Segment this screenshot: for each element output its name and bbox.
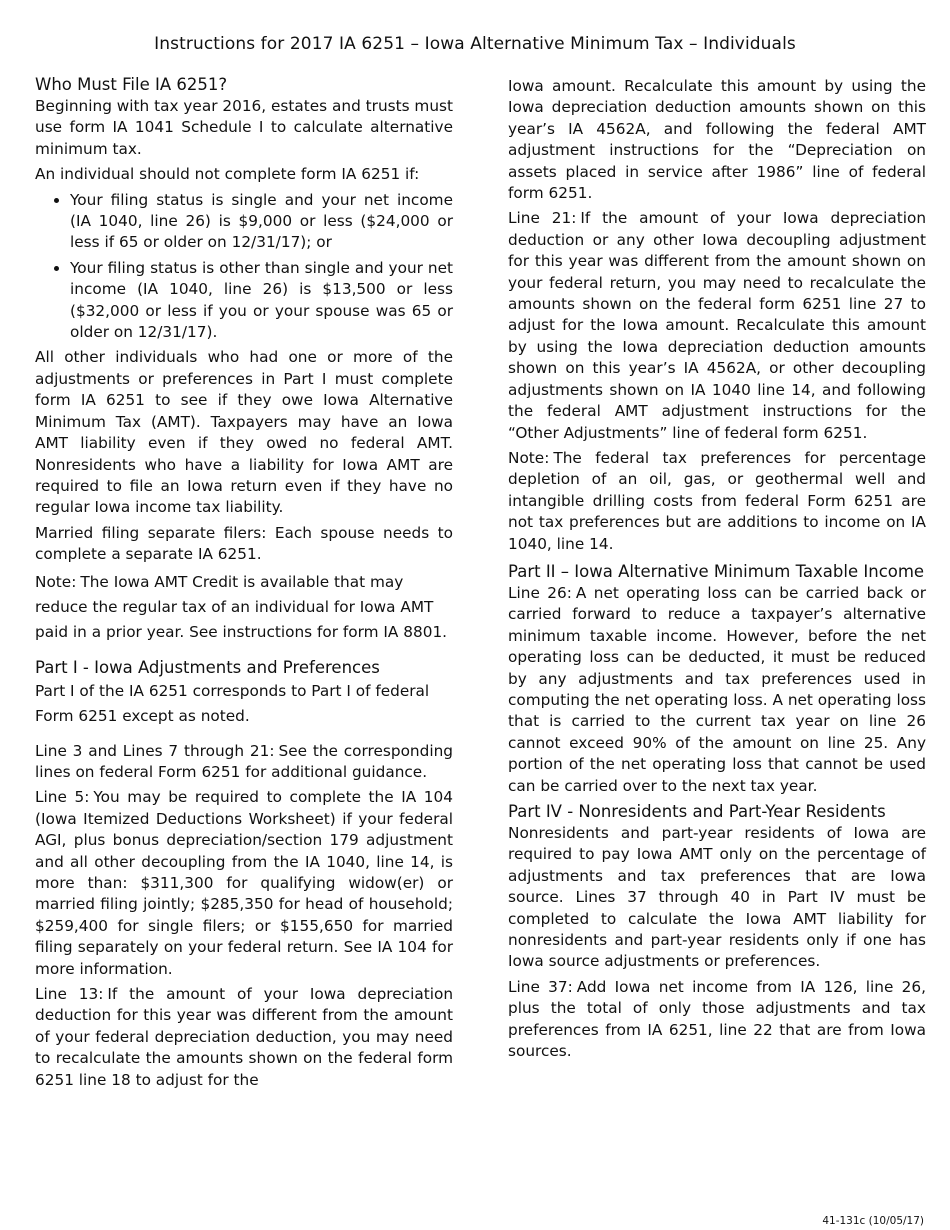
line21-label: Line 21: (508, 209, 577, 228)
right-column (508, 76, 926, 1066)
part1-paragraph: Part I of the IA 6251 corresponds to Part I of federal Form 6251 except as noted. (35, 681, 430, 725)
left-column (35, 74, 453, 1095)
line3-paragraph (35, 741, 453, 784)
who-must-file-heading: Who Must File IA 6251? (35, 75, 228, 94)
estates-paragraph: Beginning with tax year 2016, estates and trusts must use form IA 1041 Schedule I to calculate alternative minimum tax. (35, 97, 453, 158)
line26-label: Line 26: (508, 583, 572, 602)
note-text: The Iowa AMT Credit is available that may reduce the regular tax of an individual for Iowa AMT paid in a prior year. See instructions for form IA 8801. (35, 572, 448, 641)
not-complete-paragraph: An individual should not complete form IA 6251 if: (35, 165, 420, 184)
line26-text: A net operating loss can be carried back or carried forward to reduce a taxpayer’s alternative minimum taxable income. However, before the net operating loss can be deducted, it must be reduced by any adjustments and tax preferences used in computing the net operating loss. A net operating loss that is carried to the current tax year on line 26 cannot exceed 90% of the amount on line 25. Any portion of the net operating loss that cannot be used can be carried over to the next tax year. (508, 583, 926, 795)
page-title: Instructions for 2017 IA 6251 – Iowa Alternative Minimum Tax – Individuals (154, 34, 796, 54)
tax-preferences-note (508, 448, 926, 555)
note-label: Note: (35, 572, 77, 591)
part4-heading: Part IV - Nonresidents and Part-Year Residents (508, 802, 886, 821)
note-label: Note: (508, 448, 550, 467)
list-item: • Your filing status is other than single and your net income (IA 1040, line 26) is $13,500 or less ($32,000 or less if you or your spouse was 65 or older on 12/31/17). (70, 258, 453, 344)
line5-paragraph (35, 787, 453, 980)
line5-text: You may be required to complete the IA 104 (Iowa Itemized Deductions Worksheet) if your federal AGI, plus bonus depreciation/section 179 adjustment and all other decoupling from the IA 1040, line 14, is more than: $311,300 for qualifying widow(er) or married filing jointly; $285,350 for head of household; $259,400 for single filers; or $155,650 for married filing separately on your federal return. See IA 104 for more information. (35, 788, 453, 978)
line37-paragraph (508, 977, 926, 1063)
form-number: 41-131c (10/05/17) (822, 1215, 924, 1227)
line3-label: Line 3 and Lines 7 through 21: (35, 741, 275, 760)
line5-label: Line 5: (35, 788, 90, 807)
line13-text: If the amount of your Iowa depreciation deduction for this year was different from the amount of your federal depreciation deduction, you may need to recalculate the amounts shown on the federal form 6251 line 18 to adjust for the (35, 985, 454, 1089)
line21-text: If the amount of your Iowa depreciation deduction or any other Iowa decoupling adjustment for this year was different from the amount shown on your federal return, you may need to recalculate the amounts shown on the federal form 6251 line 27 to adjust for the Iowa amount. Recalculate this amount by using the Iowa depreciation deduction amounts shown on this year’s IA 4562A, or other decoupling adjustments shown on IA 1040 line 14, and following the federal AMT adjustment instructions for the “Other Adjustments” line of federal form 6251. (508, 209, 927, 442)
line21-paragraph (508, 208, 926, 443)
part4-paragraph: Nonresidents and part-year residents of Iowa are required to pay Iowa AMT only on the percentage of adjustments and tax preferences that are Iowa source. Lines 37 through 40 in Part IV must be completed to calculate the Iowa AMT liability for nonresidents and part-year residents only if one has Iowa source adjustments or preferences. (508, 824, 926, 971)
line13-continuation: Iowa amount. Recalculate this amount by using the Iowa depreciation deduction amounts shown on this year’s IA 4562A, and following the federal AMT adjustment instructions for the “Depreciation on assets placed in service after 1986” line of federal form 6251. (508, 77, 926, 203)
exemption-list (35, 190, 453, 344)
married-paragraph: Married filing separate filers: Each spouse needs to complete a separate IA 6251. (35, 523, 453, 564)
all-other-paragraph: All other individuals who had one or more of the adjustments or preferences in Part I must complete form IA 6251 to see if they owe Iowa Alternative Minimum Tax (AMT). Taxpayers may have an Iowa AMT liability even if they owed no federal AMT. Nonresidents who have a liability for Iowa AMT are required to file an Iowa return even if they have no regular Iowa income tax liability. (35, 348, 453, 517)
line3-text: See the corresponding lines on federal Form 6251 for additional guidance. (35, 741, 453, 781)
note-text: The federal tax preferences for percentage depletion of an oil, gas, or geothermal well and intangible drilling costs from federal Form 6251 are not tax preferences but are additions to income on IA 1040, line 14. (508, 448, 926, 553)
line13-paragraph (35, 984, 453, 1091)
line13-label: Line 13: (35, 985, 104, 1003)
list-item: • Your filing status is single and your net income (IA 1040, line 26) is $9,000 or less ($24,000 or less if 65 or older on 12/31/17); or (70, 190, 453, 254)
line37-text: Add Iowa net income from IA 126, line 26, plus the total of only those adjustments and tax preferences from IA 6251, line 22 that are from Iowa sources. (508, 977, 927, 1061)
part2-heading: Part II – Iowa Alternative Minimum Taxable Income (508, 561, 925, 581)
part1-heading: Part I - Iowa Adjustments and Preferences (35, 657, 380, 677)
line37-label: Line 37: (508, 977, 573, 996)
line26-paragraph (508, 583, 926, 797)
amt-credit-note (35, 570, 453, 645)
